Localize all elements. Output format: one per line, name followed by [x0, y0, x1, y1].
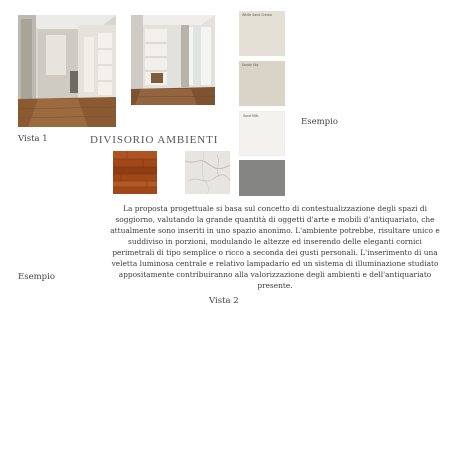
color-swatch-4 [239, 160, 285, 196]
room-photo-vista-1 [18, 15, 116, 127]
room-photo-vista-2 [131, 15, 215, 105]
marble-texture [185, 151, 230, 194]
color-swatch-2 [239, 61, 285, 106]
swatch-label: Sandy Sky [242, 63, 259, 67]
caption-vista-2: Vista 2 [209, 296, 239, 306]
swatch-label: White Sand Crema [242, 13, 272, 17]
color-swatch-3 [239, 111, 285, 156]
wood-texture [113, 151, 157, 194]
color-swatch-1 [239, 11, 285, 56]
caption-esempio-right: Esempio [301, 117, 338, 127]
caption-esempio-left: Esempio [18, 272, 55, 282]
caption-vista-1: Vista 1 [18, 134, 48, 144]
page-title: DIVISORIO AMBIENTI [90, 134, 219, 146]
project-description: La proposta progettuale si basa sul concetto di contestualizzazione degli spazi di soggiorno, valutando la grande quantità di oggetti d'arte e mobili d'antiquariato, che attualmente sono inseriti in uno spazio anonimo. L'ambiente potrebbe, risultare unico e suddiviso in porzioni, modulando le altezze ed inserendo delle eleganti cornici perimetrali di tipo semplice o ricco a seconda dei gusti personali. L'inserimento di una veletta luminosa centrale e relativo lampadario ed un sistema di illuminazione studiato appositamente contribuiranno alla valorizzazione degli ambienti e dell'antiquariato presente. [110, 204, 440, 290]
swatch-label: Sand Milk [243, 114, 259, 118]
